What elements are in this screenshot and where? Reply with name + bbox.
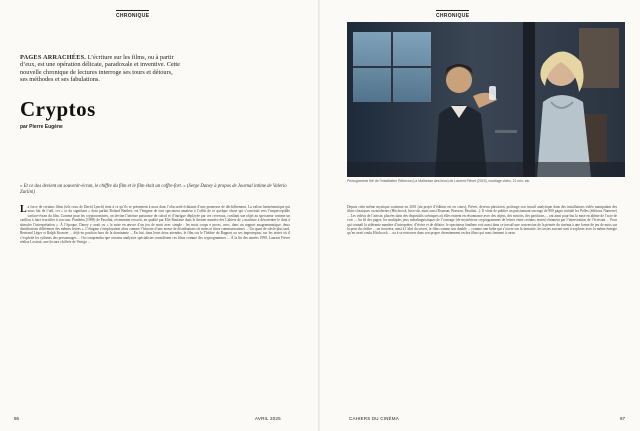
body-column-left (20, 205, 290, 245)
body-column-right (347, 205, 617, 236)
byline: par Pierre Eugène (20, 124, 63, 130)
issue-date: AVRIL 2025 (255, 416, 281, 421)
film-still-illustration (347, 22, 625, 177)
page-number-right: 87 (620, 416, 626, 421)
article-title: Cryptos (20, 97, 96, 121)
body-text-left: a force de certains films (tels ceux de David Lynch) tient à ce qu’ils se présentent à nous dans l’obscurité éclatante d’une promesse de déchiffrement. La valeur herméneutique qui nous fait de l’œil, cet « or du signifiant » dont parlait Roland Barthes, est l’énigme de tout spectateur amateur à l’affût de ce quelque chose qui s’ouvrirait vers l’imperceptible surface-écran du film. Comme pour les cryptonomistes, on devine l’intense puissance de calcul et d’intrigue déployée par ces cerveaux, confiant son objet au spectateur comme un carillon à faire fructifier à son tour. Panthéra (1969) de Pasolini, récemment ressorti, en qualité par Elie Raufaste dans le dernier numéro des Cahiers de « machine à désorienter le dont à stimuler l’interprétation ». À l’époque, Daney y avait vu « la mise en œuvre d’un jeu de mots avec simple : les mots coups e poces, avec, dans un rapport anagrammatique, deux distributions différentes des mêmes lettres ». L’énigme s’employaient alors comme l’histoire d’une erreur de distributions où notes et titres communicateurs ... Un quart de siècle plus tard, Bertrand Léger et Ralph Kronzer ... déjà en position hors de la dominante ... En fait, dans leurs deux attendus, le film sur le Théâtre du Rapport ou ses impromptus, sur les textes où il s’exploite les rythmes des personnages ... On comprendra que certains analystes spécialistes considèrent ces films comme des cryptogrammes ... À la fin des années 1990, Laurent Fiévet réalise Lextrait, une lecture chiffrée de Vertigo ... (20, 205, 290, 245)
film-still-photo (347, 22, 625, 177)
lede-caps: PAGES ARRACHÉES. (20, 54, 87, 61)
drop-cap: L (20, 204, 27, 215)
epigraph: « Et ce dos devient un souvenir-écran, le chiffre du film et le film était un coffre-fort. » (Serge Daney à propos de Journal intime de Valerio Zurlini) (20, 184, 287, 195)
page-number-left: 86 (14, 416, 20, 421)
lede-text: L’écriture sur les films, ou à partir d’eux, est une opération délicate, paradoxale et inventive. Cette nouvelle chronique de lectures interroge ses tours et détours, ses méthodes et ses fabulations. (20, 54, 180, 84)
section-label-left: CHRONIQUE (116, 10, 149, 19)
lede (20, 54, 180, 84)
section-label-right: CHRONIQUE (436, 10, 469, 19)
magazine-name: CAHIERS DU CINÉMA (349, 416, 399, 421)
body-text-right: Depuis cette même mystique soutenue en 2001 (un projet d’édition est en cours), Fiévet, devenu plasticien, prolonge son travail analytique dans des installations vidéo manipulant des films classiques ou modernes (Hitchcock, bien sûr, mais aussi Rosman, Bresson, Pasolini...). Il vient de publier un passionnant ouvrage de 900 pages intitulé les Pelles (éditions Nanterre) ... Les vidéos de l’artiste, placées dans des dispositifs scéniques où elles entrent en résonnance avec des objets, des miroirs, des partitions..., ont ainsi pour but la mise en abîme de l’acte de voir ... Au fil des pages, les multiples jeux métalinguistiques de l’ouvrage (de mystérieux cryptogrammes de lettres entre certains textes) étonnent par l’intervention de l’écrivain ... Pour qui connaît la sidérante manière d’interpréter, d’écrire et de défaire, le spectateur fantôme voit aussi dans ce travail une conversion de la pensée du cinéma à une forme de jeu de mots sur la peur du chiffre ... on trouvera, ainsi à l’abri du secret, le film comme son double ... comme une boîte qui s’ouvre sur la fantaisie, les textes suivant sont à explorer avec la même énergie qu’en avait voulu Hitchcock ... ou à se retrouver dans son propre cheminement en des films qui nous tiennent à cœur. (347, 205, 617, 236)
photo-caption: Photogramme tiré de l’installation Rebecca (La Maîtresse des lieux) de Laurent Fiévet (2015), montage vidéo, 21 min, etc. (347, 179, 531, 183)
